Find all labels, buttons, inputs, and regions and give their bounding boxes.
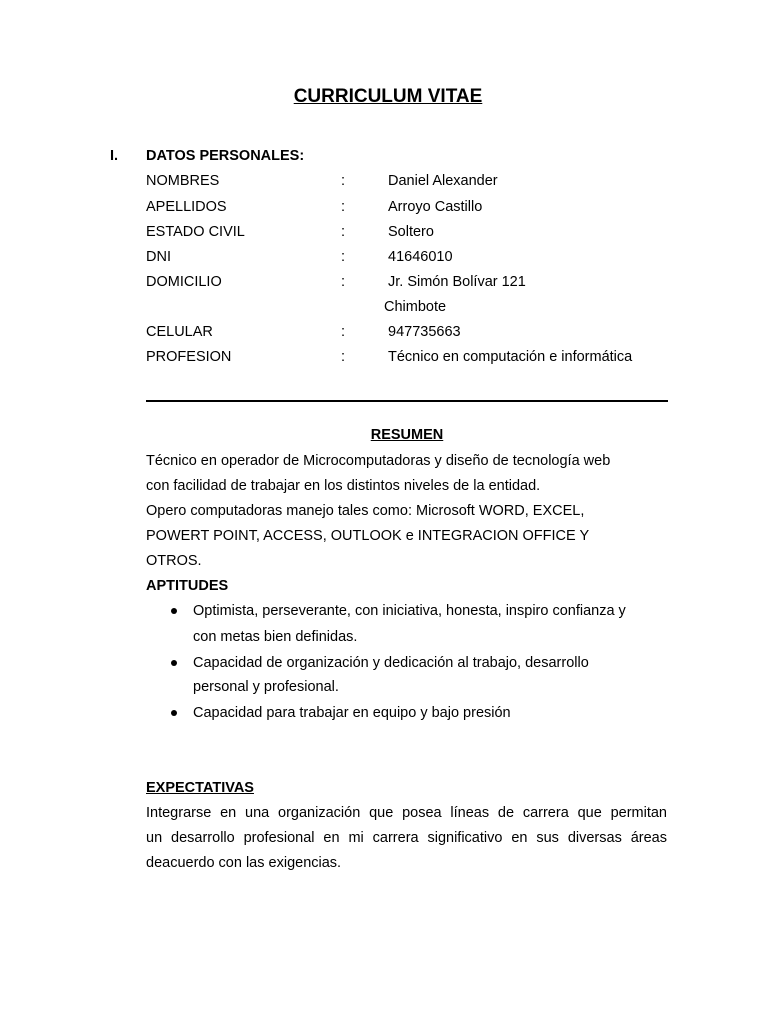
list-item-text: con metas bien definidas. xyxy=(193,629,358,645)
resumen-line: con facilidad de trabajar en los distintos niveles de la entidad. xyxy=(146,478,541,494)
resumen-line: POWERT POINT, ACCESS, OUTLOOK e INTEGRACION OFFICE Y xyxy=(146,528,590,544)
field-label: PROFESION xyxy=(146,349,232,365)
field-value: Arroyo Castillo xyxy=(388,199,483,215)
section-heading-resumen: RESUMEN xyxy=(370,427,444,443)
bullet-icon xyxy=(171,710,177,716)
field-separator: : xyxy=(341,173,346,189)
field-separator: : xyxy=(341,249,346,265)
field-label: ESTADO CIVIL xyxy=(146,224,245,240)
field-separator: : xyxy=(341,274,346,290)
section-divider xyxy=(146,400,668,402)
field-separator: : xyxy=(341,349,346,365)
field-separator: : xyxy=(341,324,346,340)
list-item-text: Capacidad para trabajar en equipo y bajo presión xyxy=(193,705,511,721)
expectativas-line: Integrarse en una organización que posea líneas de carrera que permitan xyxy=(146,805,667,821)
page-title: CURRICULUM VITAE xyxy=(293,86,483,107)
list-item-text: Capacidad de organización y dedicación al trabajo, desarrollo xyxy=(193,655,589,671)
bullet-icon xyxy=(171,608,177,614)
field-value-continued: Chimbote xyxy=(384,299,447,315)
section-heading-aptitudes: APTITUDES xyxy=(146,578,229,594)
expectativas-line: un desarrollo profesional en mi carrera significativo en sus diversas áreas xyxy=(146,830,667,846)
field-value: Soltero xyxy=(388,224,434,240)
field-value: 947735663 xyxy=(388,324,461,340)
field-value: 41646010 xyxy=(388,249,453,265)
field-separator: : xyxy=(341,224,346,240)
field-label: DNI xyxy=(146,249,171,265)
list-item-text: Optimista, perseverante, con iniciativa, honesta, inspiro confianza y xyxy=(193,603,626,619)
section-number: I. xyxy=(110,148,119,164)
resumen-line: Técnico en operador de Microcomputadoras y diseño de tecnología web xyxy=(146,453,611,469)
resumen-line: OTROS. xyxy=(146,553,202,569)
section-heading-datos-personales: DATOS PERSONALES: xyxy=(146,148,305,164)
field-label: APELLIDOS xyxy=(146,199,227,215)
section-heading-expectativas: EXPECTATIVAS xyxy=(146,780,254,796)
field-label: NOMBRES xyxy=(146,173,220,189)
list-item-text: personal y profesional. xyxy=(193,679,339,695)
field-value: Daniel Alexander xyxy=(388,173,498,189)
field-separator: : xyxy=(341,199,346,215)
resumen-line: Opero computadoras manejo tales como: Microsoft WORD, EXCEL, xyxy=(146,503,585,519)
bullet-icon xyxy=(171,660,177,666)
field-label: DOMICILIO xyxy=(146,274,222,290)
field-value: Jr. Simón Bolívar 121 xyxy=(388,274,526,290)
field-label: CELULAR xyxy=(146,324,213,340)
field-value: Técnico en computación e informática xyxy=(388,349,633,365)
expectativas-line: deacuerdo con las exigencias. xyxy=(146,855,342,871)
